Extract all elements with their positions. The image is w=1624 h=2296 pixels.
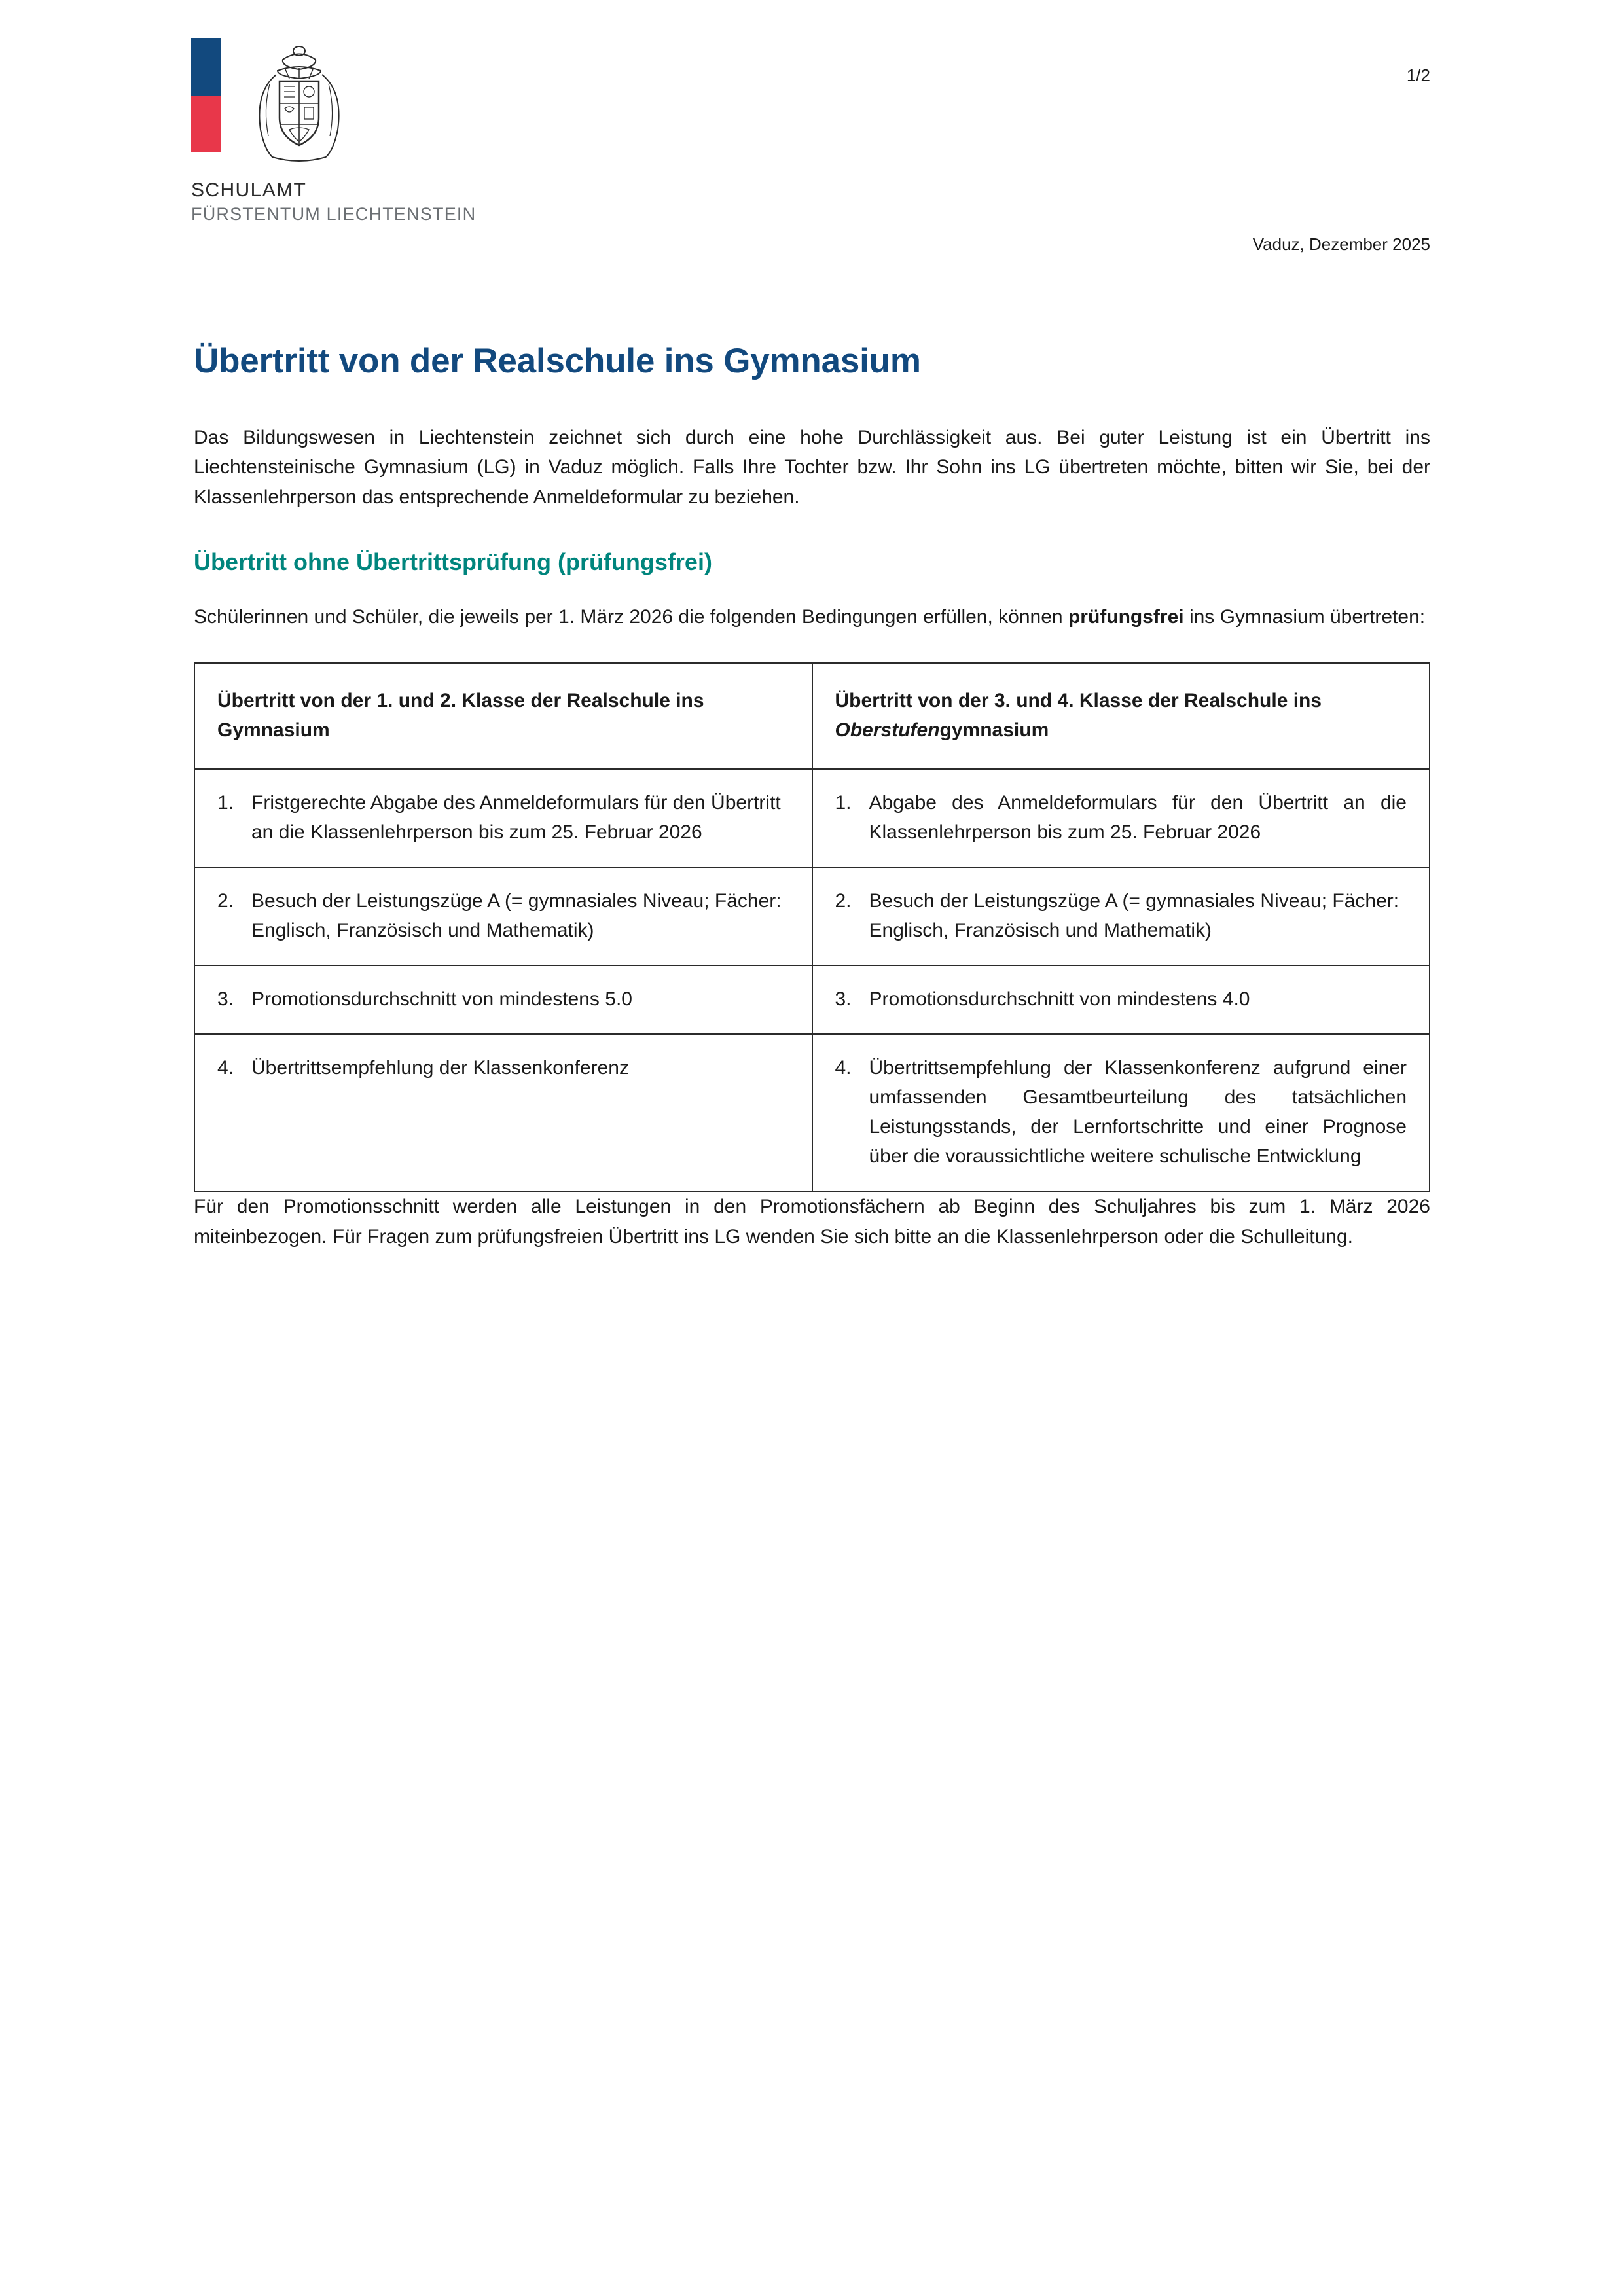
list-item <box>835 788 1407 847</box>
list-item-text: Besuch der Leistungszüge A (= gymnasiales Niveau; Fächer: Englisch, Französisch und Mathematik) <box>251 889 782 941</box>
logo-line-2: FÜRSTENTUM LIECHTENSTEIN <box>191 204 477 224</box>
criteria-cell-col2-4 <box>812 1034 1430 1191</box>
list-item-text: Promotionsdurchschnitt von mindestens 4.0 <box>869 988 1250 1010</box>
table-header-col2-part2: gymnasium <box>939 719 1049 741</box>
list-item <box>835 1053 1407 1171</box>
list-item-text: Promotionsdurchschnitt von mindestens 5.0 <box>251 988 632 1010</box>
table-header-col2-part1: Übertritt von der 3. und 4. Klasse der Realschule ins <box>835 689 1322 711</box>
table-header-col2-italic: Oberstufen <box>835 719 940 741</box>
page-title: Übertritt von der Realschule ins Gymnasium <box>194 342 921 380</box>
logo-marks <box>191 38 597 169</box>
list-item-text: Übertrittsempfehlung der Klassenkonferenz aufgrund einer umfassenden Gesamtbeurteilung des tatsächlichen Leistungsstands, der Lernfortschritte und einer Prognose über die voraussichtliche weitere schulische Entwicklung <box>869 1056 1407 1167</box>
list-item-text: Besuch der Leistungszüge A (= gymnasiales Niveau; Fächer: Englisch, Französisch und Mathematik) <box>869 889 1399 941</box>
list-item-number: 3. <box>217 988 234 1010</box>
criteria-cell-col1-2 <box>194 867 812 965</box>
place-and-date: Vaduz, Dezember 2025 <box>1252 234 1430 254</box>
document-body <box>194 340 1430 1282</box>
list-item <box>217 886 789 945</box>
criteria-cell-col1-1 <box>194 769 812 867</box>
list-item-text: Abgabe des Anmeldeformulars für den Übertritt an die Klassenlehrperson bis zum 25. Februar 2026 <box>869 791 1407 843</box>
list-item-number: 1. <box>217 791 234 814</box>
closing-paragraph: Für den Promotionsschnitt werden alle Leistungen in den Promotionsfächern ab Beginn des Schuljahres bis zum 1. März 2026 miteinbezogen. Für Fragen zum prüfungsfreien Übertritt ins LG wenden Sie sich bitte an die Klassenlehrperson oder die Schulleitung. <box>194 1195 1430 1247</box>
section-lead-paragraph <box>194 602 1430 632</box>
coat-of-arms-icon <box>244 38 355 159</box>
criteria-cell-col2-2 <box>812 867 1430 965</box>
table-row <box>194 1034 1430 1191</box>
table-row <box>194 769 1430 867</box>
list-item <box>217 788 789 847</box>
list-item <box>835 886 1407 945</box>
criteria-cell-col2-1 <box>812 769 1430 867</box>
list-item-number: 3. <box>835 988 852 1010</box>
logo-wordmark <box>191 178 597 226</box>
logo-line-1: SCHULAMT <box>191 179 307 201</box>
criteria-cell-col2-3 <box>812 965 1430 1034</box>
table-header-col2 <box>812 663 1430 769</box>
table-row <box>194 965 1430 1034</box>
section-lead-bold: prüfungsfrei <box>1068 606 1184 628</box>
page-number: 1/2 <box>1406 65 1430 85</box>
list-item-number: 4. <box>217 1056 234 1079</box>
section-lead-part1: Schülerinnen und Schüler, die jeweils per 1. März 2026 die folgenden Bedingungen erfüllen, können <box>194 606 1068 628</box>
page-header <box>0 38 1624 254</box>
list-item-text: Übertrittsempfehlung der Klassenkonferenz <box>251 1056 629 1079</box>
criteria-cell-col1-4 <box>194 1034 812 1191</box>
table-header-col1: Übertritt von der 1. und 2. Klasse der Realschule ins Gymnasium <box>194 663 812 769</box>
table-row-headers <box>194 663 1430 769</box>
list-item-text: Fristgerechte Abgabe des Anmeldeformulars für den Übertritt an die Klassenlehrperson bis zum 25. Februar 2026 <box>251 791 781 843</box>
criteria-table <box>194 662 1430 1192</box>
organization-logo <box>191 38 597 226</box>
list-item-number: 1. <box>835 791 852 814</box>
criteria-cell-col1-3 <box>194 965 812 1034</box>
list-item-number: 4. <box>835 1056 852 1079</box>
liechtenstein-flag-icon <box>191 38 221 152</box>
list-item-number: 2. <box>835 889 852 912</box>
table-row <box>194 867 1430 965</box>
section-title: Übertritt ohne Übertrittsprüfung (prüfungsfrei) <box>194 548 712 576</box>
list-item-number: 2. <box>217 889 234 912</box>
intro-paragraph: Das Bildungswesen in Liechtenstein zeichnet sich durch eine hohe Durchlässigkeit aus. Bei guter Leistung ist ein Übertritt ins Liechtensteinische Gymnasium (LG) in Vaduz möglich. Falls Ihre Tochter bzw. Ihr Sohn ins LG übertreten möchte, bitten wir Sie, bei der Klassenlehrperson das entsprechende Anmeldeformular zu beziehen. <box>194 426 1430 508</box>
list-item <box>217 984 789 1014</box>
list-item <box>217 1053 789 1083</box>
section-lead-part2: ins Gymnasium übertreten: <box>1183 606 1426 628</box>
list-item <box>835 984 1407 1014</box>
